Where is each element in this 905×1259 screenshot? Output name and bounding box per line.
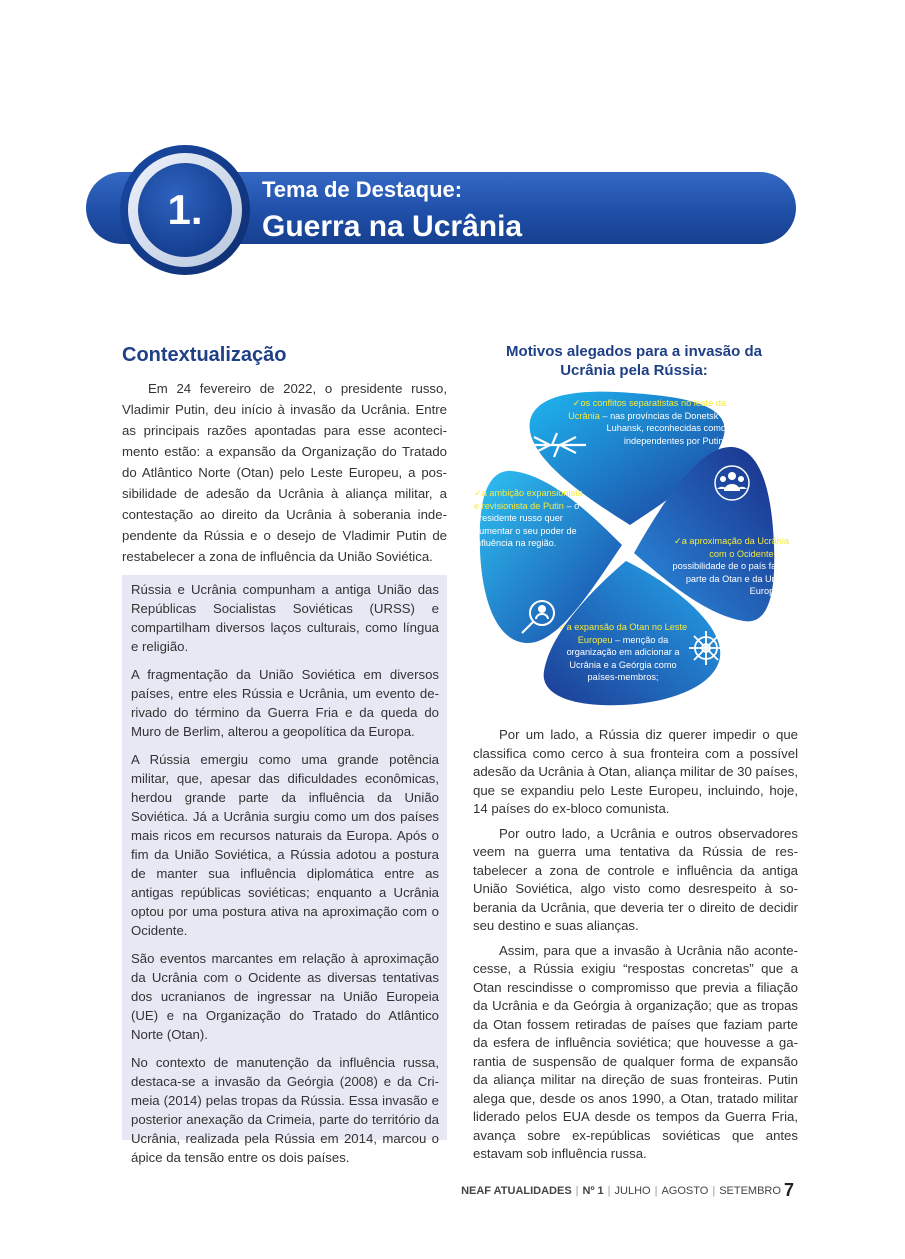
- chapter-title: Guerra na Ucrânia: [262, 210, 523, 243]
- petal-left-desc: – o presidente russo quer aumentar o seu poder de influência na região.: [474, 500, 580, 548]
- petal-bottom-check: ✓: [558, 622, 567, 632]
- petal-top-highlight: os conflitos separatistas no leste da Ucrânia: [568, 398, 726, 421]
- petal-right-desc: – a possibilidade de o país fazer parte da Otan e da União Europeia;: [672, 548, 789, 596]
- box-paragraph-1: Rússia e Ucrânia compunham a antiga União das Repúblicas Socialistas Soviéticas (URSS) e compartilham diversos laços culturais, como língua e religião.: [131, 582, 439, 654]
- infographic-title: Motivos alegados para a invasão da Ucrânia pela Rússia:: [506, 343, 762, 379]
- footer-publication: NEAF ATUALIDADES: [461, 1185, 572, 1197]
- footer-month-1: JULHO: [614, 1185, 651, 1197]
- page-footer: [458, 1180, 794, 1201]
- footer-month-3: SETEMBRO: [719, 1185, 781, 1197]
- petal-right-text: [666, 535, 789, 598]
- right-paragraph-1: Por um lado, a Rússia diz querer impedir o que classifica como cerco à sua fronteira com a possível adesão da Ucrânia à Otan, aliança militar de 30 países, que se expandiu pelo Leste Europeu, incluindo, hoje, 14 países do ex-bloco comunista.: [473, 727, 798, 816]
- box-paragraph-2: A fragmentação da União Soviética em diversos países, entre eles Rússia e Ucrânia, um evento derivado do término da Guerra Fria e da queda do Muro de Berlim, alterou a geopolítica da Europa.: [131, 667, 439, 739]
- petal-top-text: [566, 397, 726, 447]
- section-heading: Contextualização: [122, 344, 287, 366]
- footer-sep-3: |: [654, 1185, 658, 1197]
- petal-bottom-highlight: a expansão da Otan no Leste Europeu: [566, 622, 688, 645]
- intro-paragraph: Em 24 fevereiro de 2022, o presidente russo, Vladimir Putin, deu início à invasão da Ucrânia. Entre as principais razões apontadas para esse acontecimento estão: a expansão da Organização do Tratado do Atlântico Norte (Otan) pelo Leste Europeu, a possibilidade de adesão da Ucrânia à aliança militar, a contestação ao direito da Ucrânia à soberania independente da Rússia e o desejo de Vladimir Putin de restabelecer a zona de influência da União Soviética.: [122, 381, 447, 564]
- petal-top-desc: – nas províncias de Donetsk e Luhansk, reconhecidas como independentes por Putin;: [602, 410, 726, 446]
- petal-left-highlight: a ambição expansionista e revisionista de Putin: [474, 488, 583, 511]
- ship-wheel-icon: [689, 631, 723, 665]
- box-paragraph-3: A Rússia emergiu como uma grande potência militar, que, apesar das dificuldades econômicas, herdou grande parte da influência da União Soviética. Já a Ucrânia surgiu como um dos países mais ricos em recursos naturais da Europa. Após o fim da União Soviética, a Rússia adotou a postura de manter sua influência diplomática entre as antigas repúblicas soviéticas; enquanto a Ucrânia optou por uma postura ativa na aproximação com o Ocidente.: [131, 752, 439, 938]
- footer-sep-1: |: [575, 1185, 579, 1197]
- petal-left-text: [474, 487, 590, 550]
- box-paragraph-4: São eventos marcantes em relação à aproximação da Ucrânia com o Ocidente as diversas tentativas dos ucranianos de ingressar na União Europeia (UE) e na Organização do Tratado do Atlântico Norte (Otan).: [131, 951, 439, 1042]
- right-paragraph-3: Assim, para que a invasão à Ucrânia não acontecesse, a Rússia exigiu “respostas concretas” que a Otan rescindisse o compromisso que previa a filiação da Ucrânia e da Geórgia à organização; que as tropas da Otan fossem retiradas de países que faziam parte da esfera de influência soviética; que houvesse a garantia de suspensão de qualquer forma de expansão da aliança militar na direção de suas fronteiras. Putin alega que, desde os anos 1990, a Otan, tratado militar liderado pelos EUA desde os tempos da Guerra Fria, avança sobre ex-repúblicas soviéticas que antes estavam sob influência russa.: [473, 942, 798, 1161]
- context-box-text: [131, 580, 439, 1176]
- petal-left-check: ✓: [474, 488, 482, 498]
- page-number: 7: [783, 1180, 794, 1200]
- chapter-number: 1.: [138, 163, 232, 257]
- petal-bottom-desc: – menção da organização em adicionar a Ucrânia e a Geórgia como países-membros;: [566, 634, 680, 682]
- box-paragraph-5: No contexto de manutenção da influência russa, destaca-se a invasão da Geórgia (2008) e da Crimeia (2014) pelas tropas da Rússia. Essa invasão e posterior anexação da Crimeia, parte do território da Ucrânia, realizada pela Rússia em 2014, marcou o ápice da tensão entre os dois países.: [131, 1055, 439, 1165]
- petal-right-highlight: a aproximação da Ucrânia com o Ocidente: [681, 536, 789, 559]
- footer-sep-2: |: [607, 1185, 611, 1197]
- right-column-text: [473, 726, 798, 1170]
- petal-top-check: ✓: [572, 398, 581, 408]
- petal-bottom-text: [554, 621, 692, 684]
- infographic-flower: [462, 385, 802, 715]
- footer-sep-4: |: [712, 1185, 716, 1197]
- footer-issue: Nº 1: [582, 1185, 604, 1197]
- chapter-subtitle: Tema de Destaque:: [262, 177, 463, 202]
- petal-right-check: ✓: [674, 536, 682, 546]
- right-paragraph-2: Por outro lado, a Ucrânia e outros observadores veem na guerra uma tentativa da Rússia de restabelecer a zona de controle e influência da antiga União Soviética, algo visto como desrespeito à soberania da Ucrânia, que deveria ter o direito de decidir seu destino e suas alianças.: [473, 825, 798, 933]
- footer-month-2: AGOSTO: [661, 1185, 709, 1197]
- intro-text: [122, 378, 447, 567]
